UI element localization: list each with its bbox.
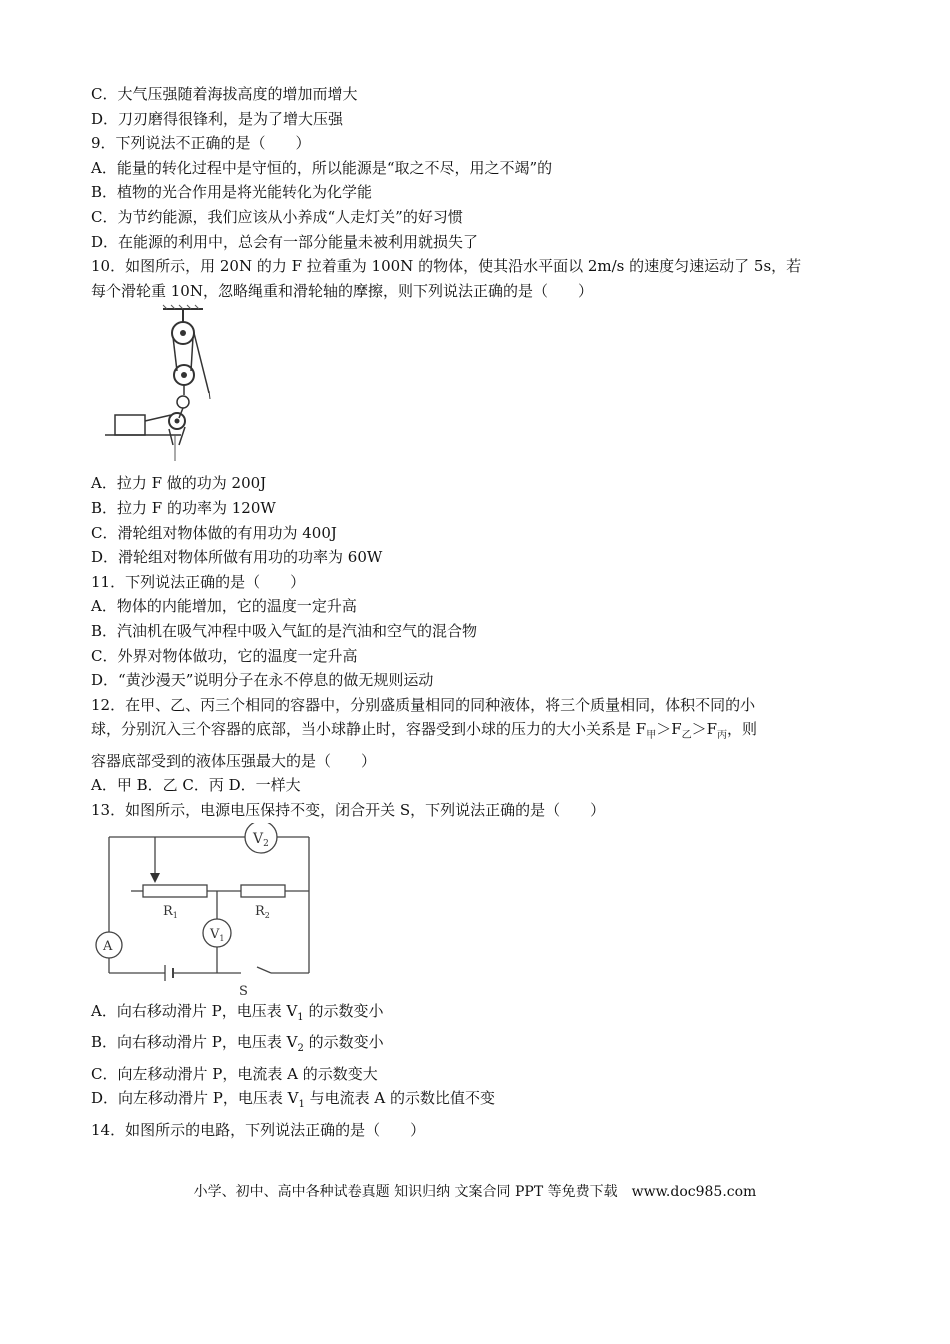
q11-stem: 11．下列说法正确的是（ ） — [91, 572, 306, 591]
svg-text:R2 — [255, 904, 270, 920]
q9-option-a: A．能量的转化过程中是守恒的，所以能源是“取之不尽，用之不竭”的 — [91, 158, 553, 177]
q11-option-c: C．外界对物体做功，它的温度一定升高 — [91, 646, 358, 665]
q11-option-d: D．“黄沙漫天”说明分子在永不停息的做无规则运动 — [91, 671, 434, 690]
q13-option-d — [91, 1086, 861, 1118]
q12-stem-text: 球，分别沉入三个容器的底部，当小球静止时，容器受到小球的压力的大小关系是 F — [91, 720, 647, 739]
q9-stem: 9．下列说法不正确的是（ ） — [91, 134, 311, 153]
v1-label: V — [210, 926, 220, 942]
pulley-figure — [91, 303, 861, 471]
q13-option-c-text: C．向左移动滑片 P，电流表 A 的示数变大 — [91, 1064, 378, 1083]
r1-label: R — [163, 903, 173, 919]
q12-stem-line2 — [91, 717, 861, 749]
q11-option-a: A．物体的内能增加，它的温度一定升高 — [91, 597, 357, 616]
v2-sub: 2 — [263, 838, 269, 849]
q13-option-d-tail: 与电流表 A 的示数比值不变 — [304, 1089, 496, 1108]
q10-stem-line1: 10．如图所示，用 20N 的力 F 拉着重为 100N 的物体，使其沿水平面以 2m/s 的速度匀速运动了 5s，若 — [91, 257, 802, 276]
exam-page — [91, 82, 861, 1143]
q13-option-a-tail: 的示数变小 — [303, 1001, 384, 1020]
q10-option-c: C．滑轮组对物体做的有用功为 400J — [91, 523, 337, 542]
q12-stem-tail: ，则 — [727, 720, 758, 739]
q14-stem: 14．如图所示的电路，下列说法正确的是（ ） — [91, 1121, 426, 1140]
svg-text:R1 — [163, 904, 178, 920]
q12-sub-jia: 甲 — [646, 730, 657, 742]
q13-option-b-sub: 2 — [297, 1043, 304, 1055]
q12-sub-yi: 乙 — [681, 730, 692, 742]
q12-gt1: ＞F — [656, 720, 682, 739]
q13-option-b-tail: 的示数变小 — [303, 1033, 384, 1052]
circuit-figure — [91, 823, 861, 999]
q13-option-b — [91, 1030, 861, 1062]
q10-option-a: A．拉力 F 做的功为 200J — [91, 474, 267, 493]
r2-label: R — [255, 903, 265, 919]
q10-stem-line2: 每个滑轮重 10N，忽略绳重和滑轮轴的摩擦，则下列说法正确的是（ ） — [91, 281, 593, 300]
q13-option-d-text: D．向左移动滑片 P，电压表 V — [91, 1089, 299, 1108]
q13-option-c — [91, 1062, 861, 1087]
q12-stem-line3: 容器底部受到的液体压强最大的是（ ） — [91, 751, 377, 770]
q12-sub-bing: 丙 — [717, 730, 728, 742]
q10-option-d: D．滑轮组对物体所做有用功的功率为 60W — [91, 548, 383, 567]
q13-option-a — [91, 999, 861, 1031]
q9-option-b: B．植物的光合作用是将光能转化为化学能 — [91, 183, 373, 202]
ammeter-label: A — [103, 938, 113, 954]
q8-option-d: D．刀刃磨得很锋利，是为了增大压强 — [91, 109, 344, 128]
q12-gt2: ＞F — [691, 720, 718, 739]
q13-option-a-sub: 1 — [297, 1011, 304, 1023]
q13-option-d-sub: 1 — [298, 1099, 305, 1111]
q12-options: A．甲 B．乙 C．丙 D．一样大 — [91, 776, 301, 795]
r2-sub: 2 — [264, 910, 270, 920]
v2-label: V — [253, 830, 264, 847]
q13-stem: 13．如图所示，电源电压保持不变，闭合开关 S，下列说法正确的是（ ） — [91, 801, 606, 820]
switch-label: S — [239, 983, 248, 999]
q9-option-d: D．在能源的利用中，总会有一部分能量未被利用就损失了 — [91, 232, 479, 251]
q11-option-b: B．汽油机在吸气冲程中吸入气缸的是汽油和空气的混合物 — [91, 621, 478, 640]
q13-option-b-text: B．向右移动滑片 P，电压表 V — [91, 1033, 298, 1052]
q9-option-c: C．为节约能源，我们应该从小养成“人走灯关”的好习惯 — [91, 207, 463, 226]
v1-sub: 1 — [219, 933, 225, 943]
q12-stem-line1: 12．在甲、乙、丙三个相同的容器中，分别盛质量相同的同种液体，将三个质量相同，体积不同的小 — [91, 695, 756, 714]
r1-sub: 1 — [172, 910, 178, 920]
page-footer: 小学、初中、高中各种试卷真题 知识归纳 文案合同 PPT 等免费下载 www.doc985.com — [193, 1184, 757, 1200]
q8-option-c: C．大气压强随着海拔高度的增加而增大 — [91, 85, 358, 103]
q10-option-b: B．拉力 F 的功率为 120W — [91, 498, 276, 517]
q13-option-a-text: A．向右移动滑片 P，电压表 V — [91, 1001, 298, 1020]
